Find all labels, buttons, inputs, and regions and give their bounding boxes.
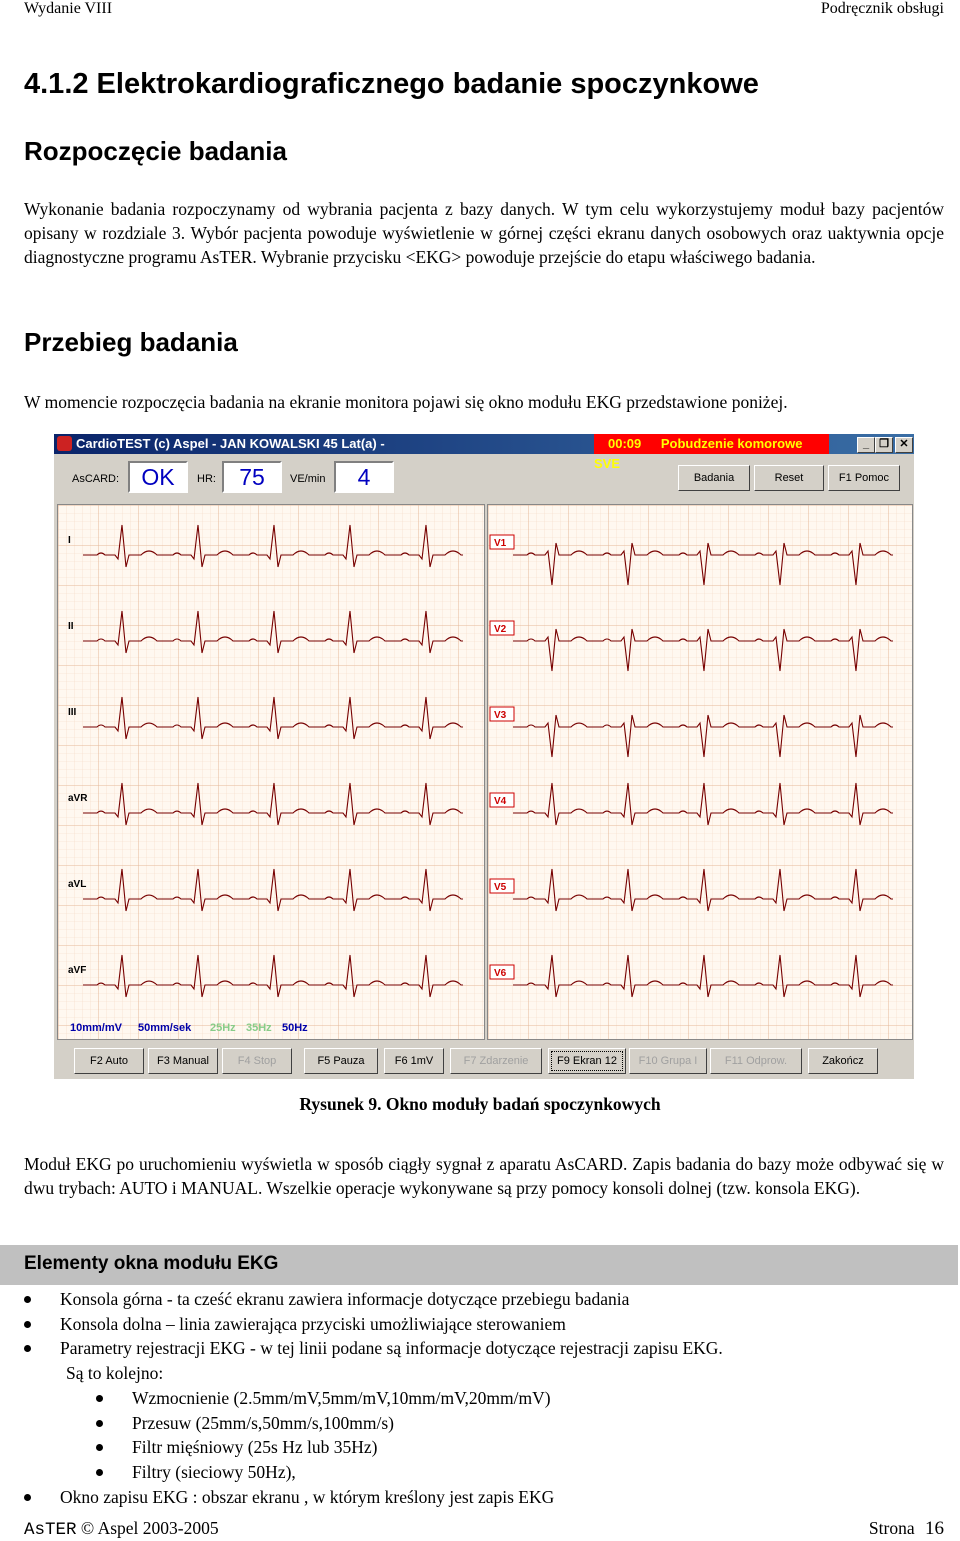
hr-value: 75: [222, 461, 282, 493]
lead-label-aVF: aVF: [68, 965, 87, 976]
footer-right: [869, 1518, 944, 1540]
param-mains-filter: 50Hz: [282, 1022, 308, 1034]
help-button[interactable]: F1 Pomoc: [828, 465, 900, 491]
sub-list-item: Filtry (sieciowy 50Hz),: [24, 1460, 944, 1485]
badania-button[interactable]: Badania: [678, 465, 750, 491]
subheading-course: Przebieg badania: [24, 327, 238, 357]
console-button[interactable]: F10 Grupa I: [629, 1048, 707, 1074]
list-item: Okno zapisu EKG : obszar ekranu , w którym kreślony jest zapis EKG: [24, 1485, 944, 1510]
param-speed: 50mm/sek: [138, 1022, 192, 1034]
param-filter-25: 25Hz: [210, 1022, 236, 1034]
ecg-panel-chest-leads: [487, 504, 913, 1040]
lead-label-V2: V2: [494, 624, 507, 635]
sub-list-item: Filtr mięśniowy (25s Hz lub 35Hz): [24, 1435, 944, 1460]
footer-left: [24, 1518, 219, 1540]
alert-banner: [594, 434, 829, 471]
window-title: CardioTEST (c) Aspel - JAN KOWALSKI 45 Lat(a) -: [76, 436, 385, 451]
page-label: Strona: [868, 1518, 915, 1538]
ecg-trace-chest: [488, 505, 912, 1039]
reset-button[interactable]: Reset: [754, 465, 824, 491]
figure-caption: Rysunek 9. Okno moduły badań spoczynkowych: [299, 1094, 661, 1114]
ekg-window-screenshot: [54, 434, 914, 1079]
lead-label-V6: V6: [494, 968, 507, 979]
lead-label-I: I: [68, 535, 71, 546]
section-bar: [0, 1245, 958, 1285]
bottom-console: [54, 1040, 914, 1079]
minimize-button[interactable]: _: [857, 437, 875, 453]
hr-label: HR:: [197, 473, 216, 485]
subheading-start: Rozpoczęcie badania: [24, 136, 287, 166]
exam-timer: 00:09: [608, 436, 642, 451]
console-button[interactable]: F11 Odprow.: [710, 1048, 802, 1074]
intro-paragraph: Wykonanie badania rozpoczynamy od wybrania pacjenta z bazy danych. W tym celu wykorzystujemy moduł bazy pacjentów opisany w rozdziale 3. Wybór pacjenta powoduje wyświetlenie w górnej części ekranu danych osobowych oraz uaktywnia opcje diagnostyczne programu AsTER. Wybranie przycisku <EKG> powoduje przejście do etapu właściwego badania.: [24, 199, 944, 267]
module-paragraph: Moduł EKG po uruchomieniu wyświetla w sposób ciągły sygnał z aparatu AsCARD. Zapis badania do bazy może odbywać się w dwu trybach: AUTO i MANUAL. Wszelkie operacje wykonywane są przy pomocy konsoli dolnej (tzw. konsola EKG).: [24, 1154, 944, 1198]
list-item-continuation: Są to kolejno:: [66, 1363, 164, 1384]
footer-brand: AsTER: [24, 1520, 77, 1540]
close-button[interactable]: ✕: [895, 437, 913, 453]
section-heading: 4.1.2 Elektrokardiograficznego badanie spoczynkowe: [24, 68, 759, 100]
list-item: Konsola górna - ta cześć ekranu zawiera informacje dotyczące przebiegu badania: [24, 1287, 944, 1312]
window-intro-paragraph: W momencie rozpoczęcia badania na ekranie monitora pojawi się okno modułu EKG przedstawione poniżej.: [24, 392, 788, 412]
lead-label-V4: V4: [494, 796, 507, 807]
lead-label-aVL: aVL: [68, 879, 87, 890]
console-button[interactable]: F7 Zdarzenie: [450, 1048, 542, 1074]
console-button[interactable]: F6 1mV: [384, 1048, 444, 1074]
lead-label-V3: V3: [494, 710, 507, 721]
lead-label-V1: V1: [494, 538, 507, 549]
console-button[interactable]: F2 Auto: [74, 1048, 144, 1074]
sub-list-item: Przesuw (25mm/s,50mm/s,100mm/s): [24, 1411, 944, 1436]
page-number: 16: [925, 1518, 944, 1539]
console-button[interactable]: F3 Manual: [148, 1048, 218, 1074]
alert-text: Pobudzenie komorowe SVE: [594, 436, 803, 471]
console-button[interactable]: F9 Ekran 12: [548, 1048, 626, 1074]
console-button[interactable]: F5 Pauza: [304, 1048, 378, 1074]
ecg-trace-limb: [58, 505, 484, 1039]
ve-label: VE/min: [290, 473, 326, 485]
list-item: Parametry rejestracji EKG - w tej linii podane są informacje dotyczące rejestracji zapisu EKG.: [24, 1336, 944, 1361]
param-gain: 10mm/mV: [70, 1022, 122, 1034]
console-button[interactable]: Zakończ: [808, 1048, 878, 1074]
ve-value: 4: [334, 461, 394, 493]
header-right: Podręcznik obsługi: [820, 0, 944, 17]
lead-label-V5: V5: [494, 882, 507, 893]
lead-label-III: III: [68, 707, 77, 718]
footer-copyright: © Aspel 2003-2005: [80, 1518, 219, 1538]
restore-button[interactable]: ❐: [875, 437, 893, 453]
list-item: Konsola dolna – linia zawierająca przyciski umożliwiające sterowaniem: [24, 1312, 944, 1337]
app-heart-icon: [57, 436, 72, 451]
ascard-label: AsCARD:: [72, 473, 120, 485]
window-titlebar: [54, 434, 914, 471]
top-console: [54, 456, 914, 502]
header-left: Wydanie VIII: [24, 0, 113, 17]
ascard-status: OK: [128, 461, 188, 493]
param-filter-35: 35Hz: [246, 1022, 272, 1034]
lead-label-II: II: [68, 621, 74, 632]
ecg-panel-limb-leads: [57, 504, 485, 1040]
bullet-list: [24, 1287, 944, 1509]
console-button[interactable]: F4 Stop: [222, 1048, 292, 1074]
section-title: Elementy okna modułu EKG: [24, 1253, 279, 1274]
lead-label-aVR: aVR: [68, 793, 88, 804]
sub-list-item: Wzmocnienie (2.5mm/mV,5mm/mV,10mm/mV,20mm/mV): [24, 1386, 944, 1411]
